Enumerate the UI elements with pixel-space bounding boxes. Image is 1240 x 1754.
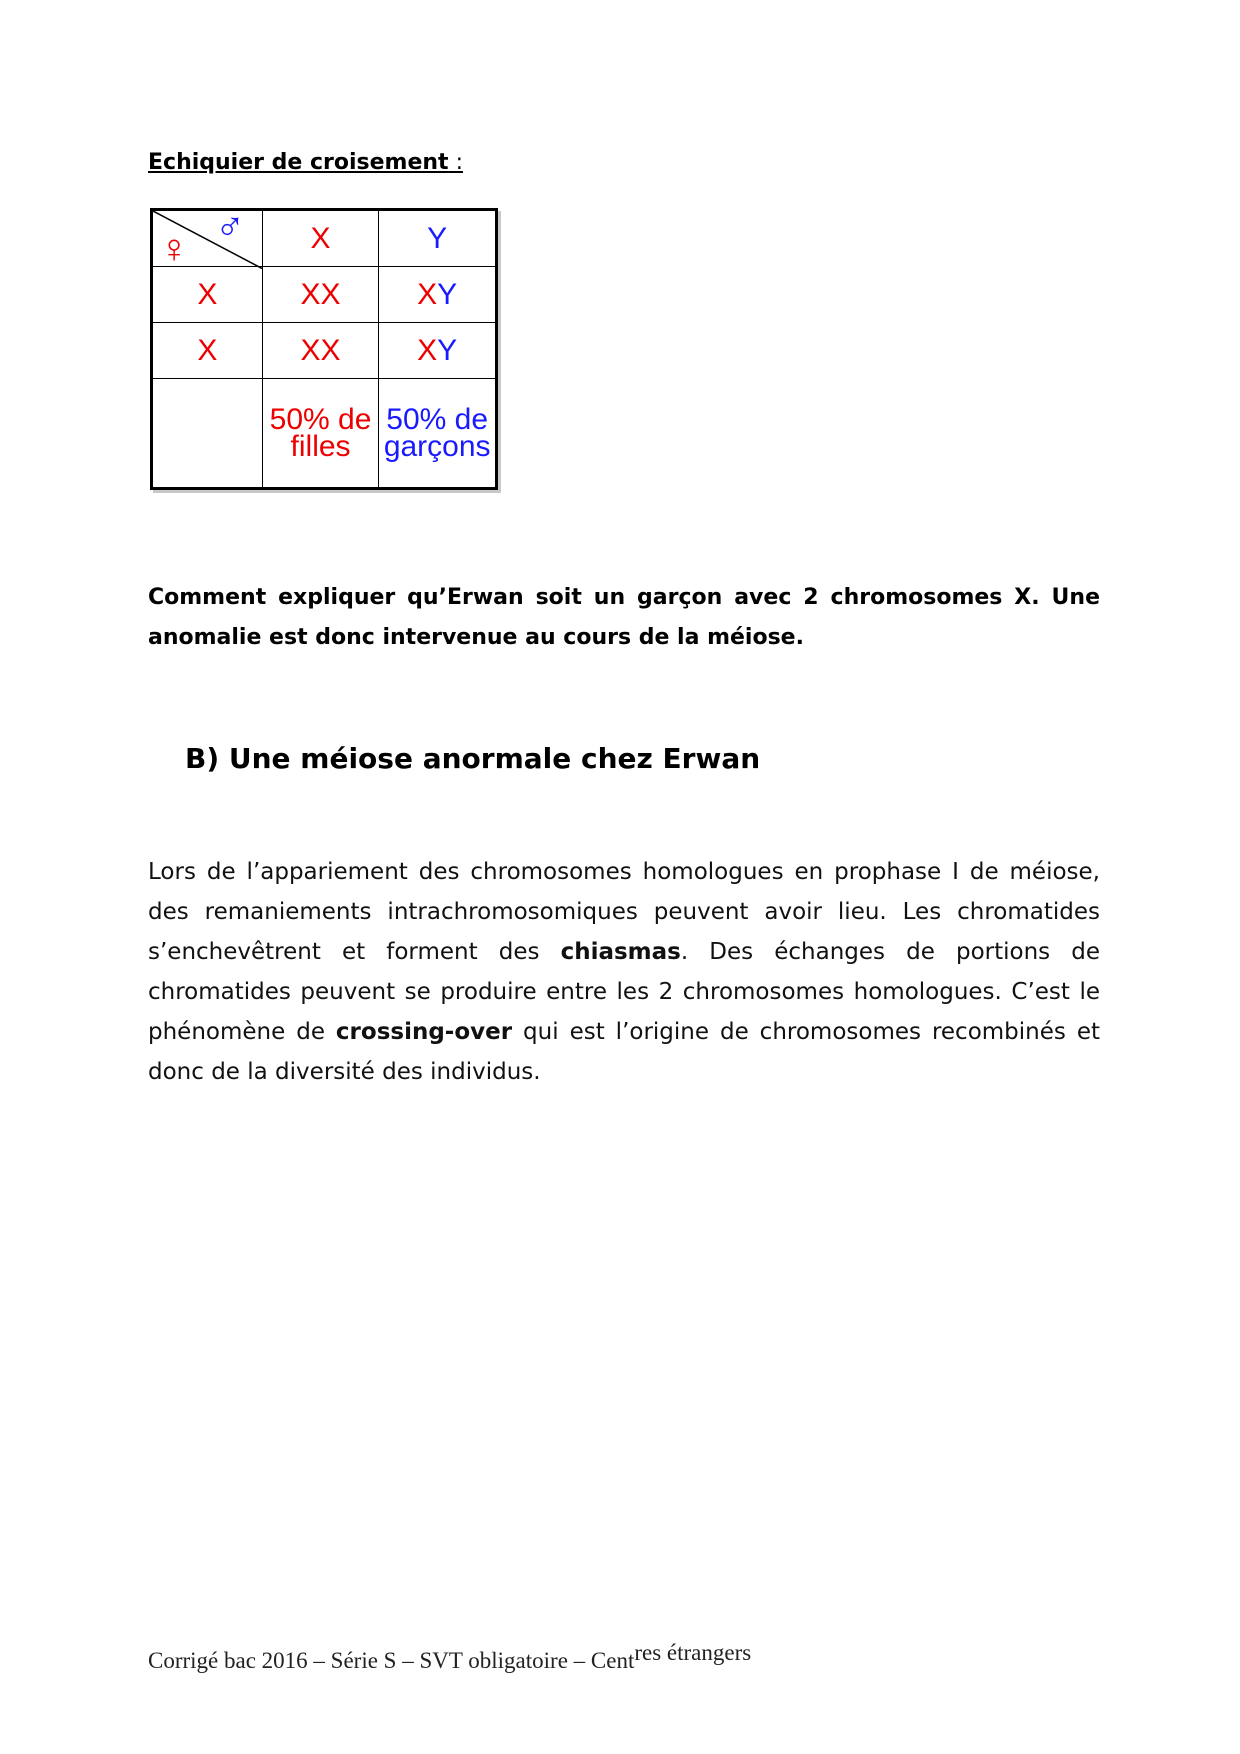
girls-percentage: 50% de filles — [262, 379, 379, 488]
female-gamete-x: X — [153, 267, 263, 323]
question-text: Comment expliquer qu’Erwan soit un garçon avec 2 chromosomes X. Une anomalie est donc intervenue au cours de la méiose. — [148, 585, 1100, 650]
grid-corner-cell — [153, 205, 263, 271]
crossing-over-term: crossing-over — [335, 1019, 513, 1045]
genotype-cell: XX — [262, 267, 379, 323]
chiasmas-term: chiasmas — [560, 939, 681, 965]
genotype-cell: XY — [379, 323, 496, 379]
page-footer: Corrigé bac 2016 – Série S – SVT obligatoire – Centres étrangers — [148, 1640, 752, 1673]
female-gamete-x: X — [153, 323, 263, 379]
male-gamete-y: Y — [379, 211, 496, 267]
male-symbol-icon: ♂ — [215, 205, 245, 249]
genotype-cell: XX — [262, 323, 379, 379]
genotype-cell: XY — [379, 267, 496, 323]
section-title: B) Une méiose anormale chez Erwan — [185, 742, 761, 775]
crossing-grid-heading: Echiquier de croisement : — [148, 150, 463, 175]
male-gamete-x: X — [262, 211, 379, 267]
punnett-square — [150, 205, 498, 490]
female-symbol-icon: ♀ — [159, 227, 189, 271]
boys-percentage: 50% de garçons — [379, 379, 496, 488]
empty-cell — [153, 379, 263, 488]
explanation-paragraph: Lors de l’appariement des chromosomes homologues en prophase I de méiose, des remaniements intrachromosomiques peuvent avoir lieu. Les chromatides s’enchevêtrent et forment des chiasmas. Des échanges de portions de chromatides peuvent se produire entre les 2 chromosomes homologues. C’est le phénomène de crossing-over qui est l’origine de chromosomes recombinés et donc de la diversité des individus. — [148, 859, 1100, 1085]
